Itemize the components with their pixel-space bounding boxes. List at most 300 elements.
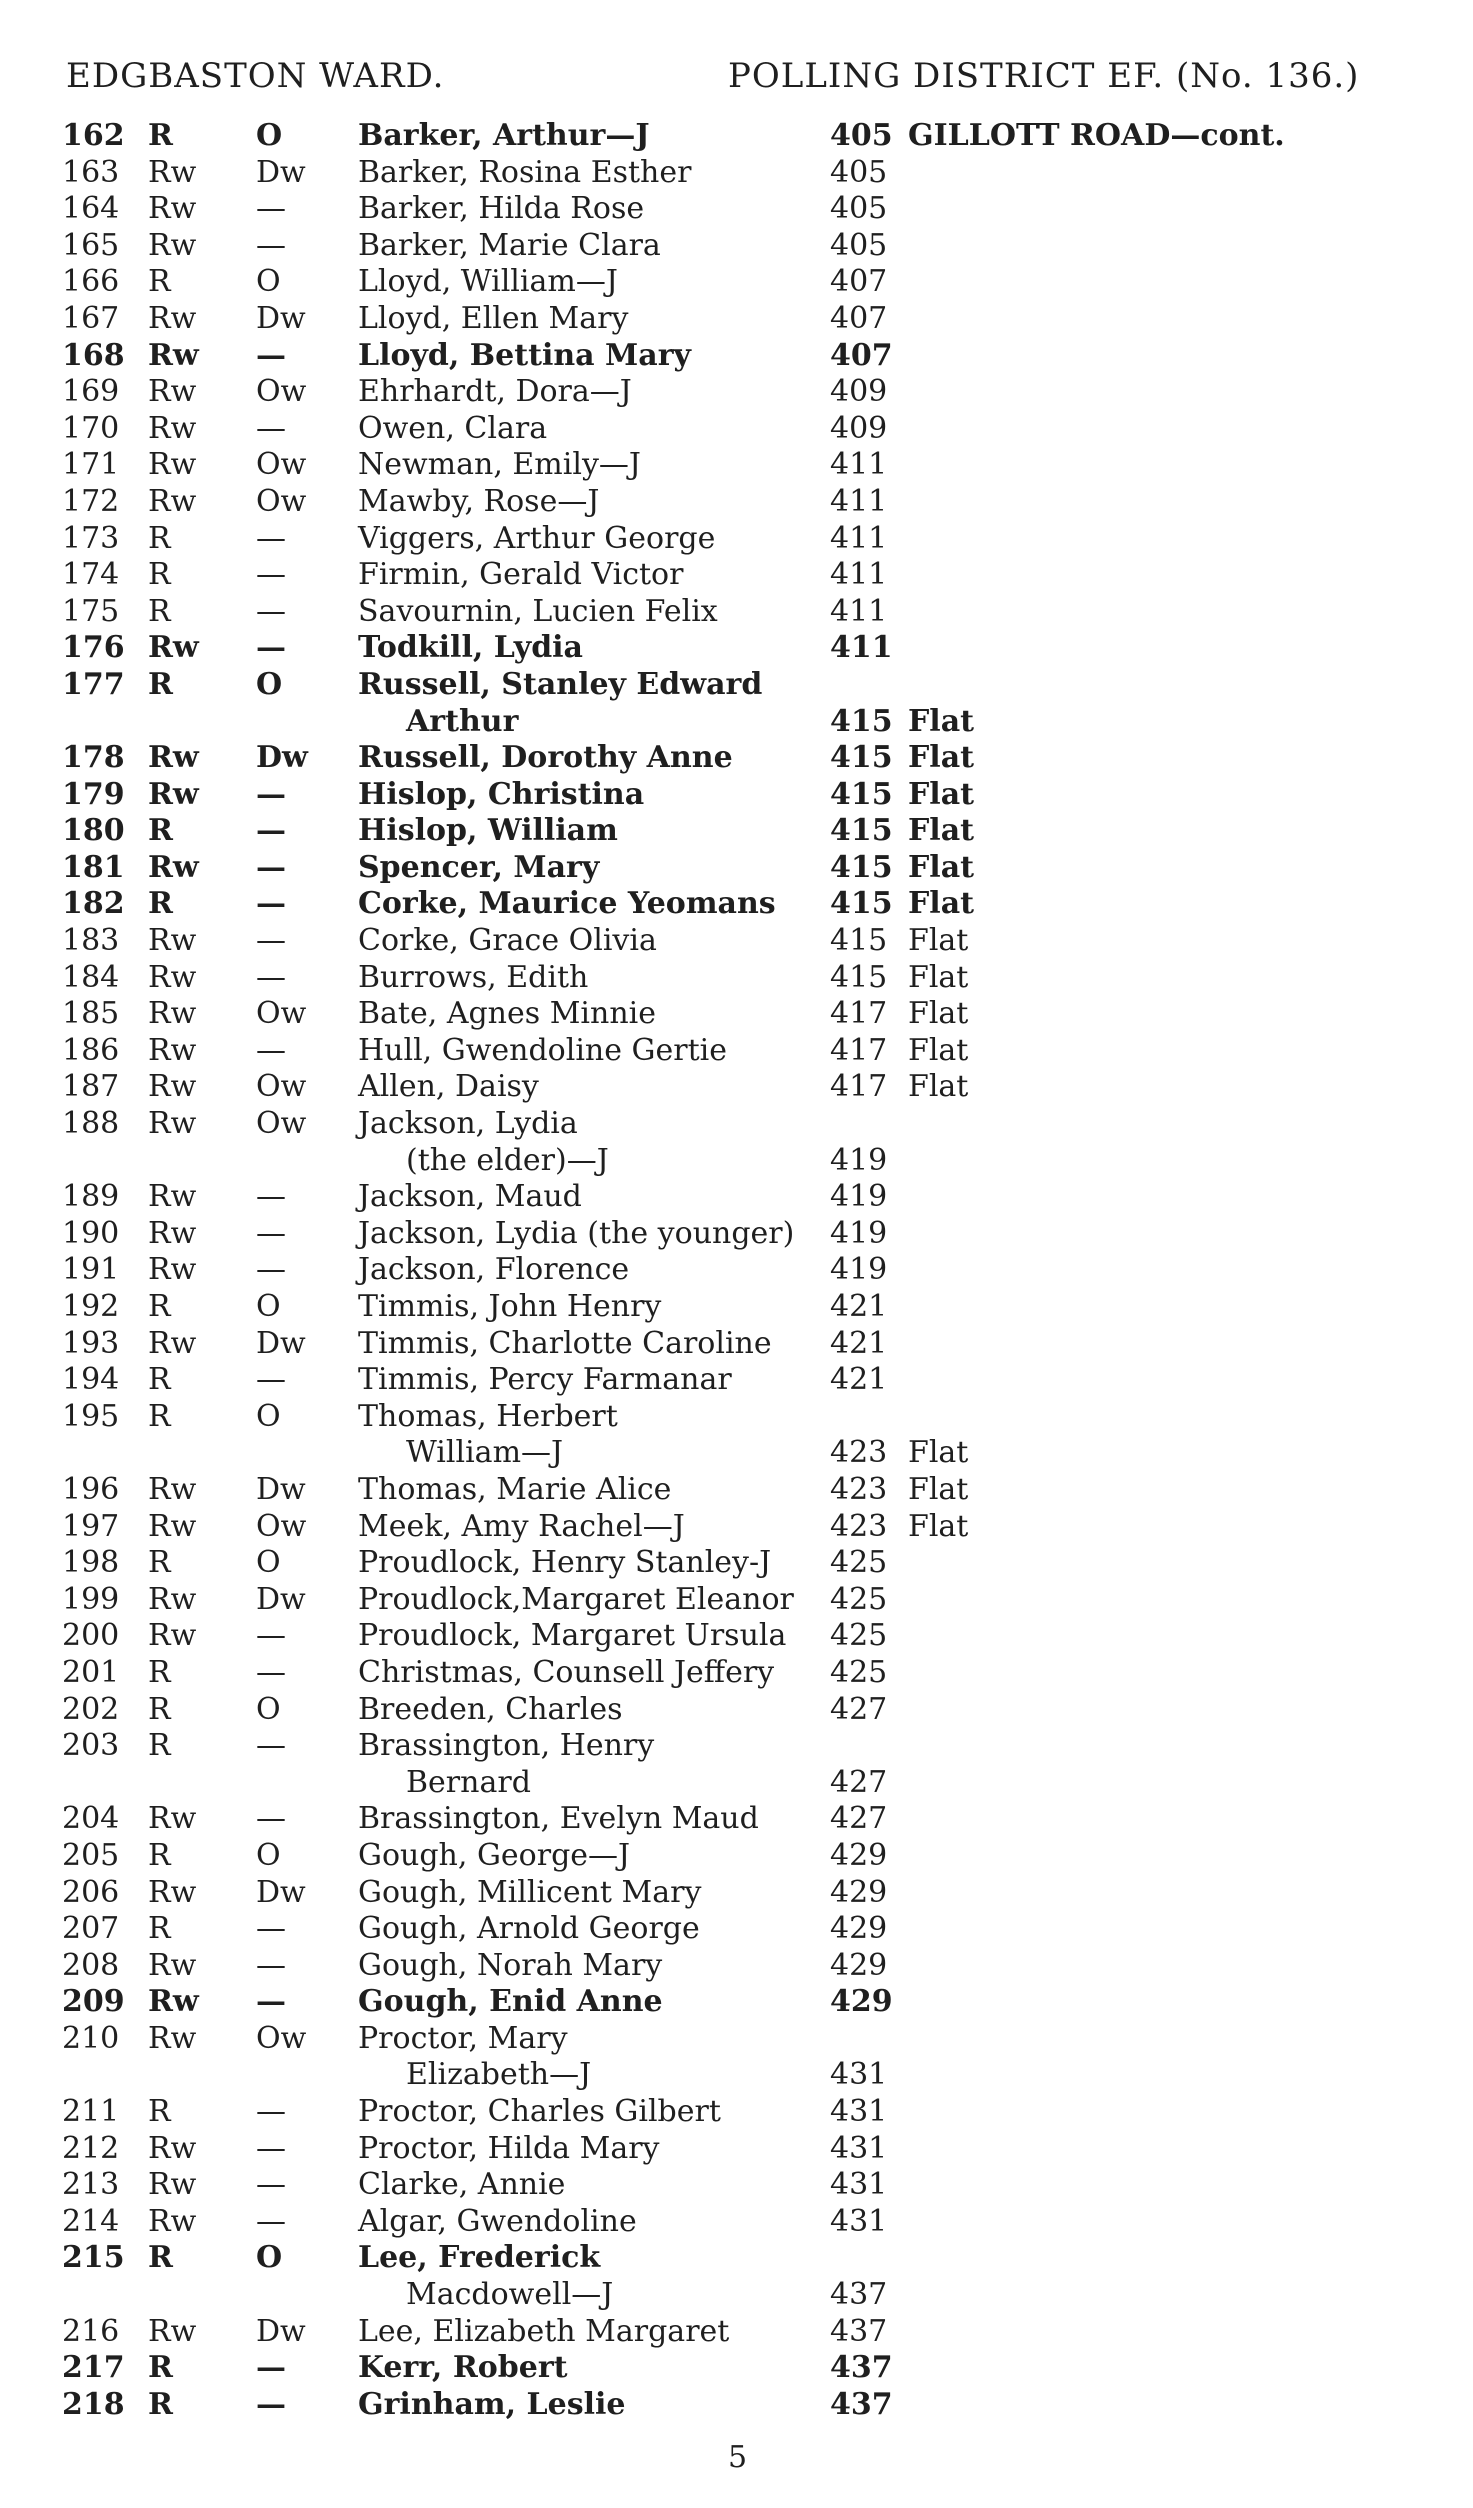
elector-number: 196: [62, 1471, 120, 1507]
qualification-code: Rw: [148, 1984, 199, 2020]
occupation-code: Dw: [256, 1471, 306, 1507]
address-note: Flat: [908, 849, 974, 885]
register-row: [0, 1509, 1473, 1546]
elector-name: (the elder)—J: [406, 1142, 609, 1178]
page-header: [0, 56, 1473, 108]
elector-number: 183: [62, 923, 120, 959]
qualification-code: Rw: [148, 1471, 197, 1507]
occupation-code: Dw: [256, 300, 306, 336]
elector-number: 212: [62, 2130, 120, 2166]
house-number: 415: [830, 923, 888, 959]
house-number: 437: [830, 2350, 893, 2386]
house-number: 421: [830, 1362, 888, 1398]
elector-number: 213: [62, 2167, 120, 2203]
address-note: Flat: [908, 886, 974, 922]
elector-name: Gough, Millicent Mary: [358, 1874, 702, 1910]
house-number: 437: [830, 2277, 888, 2313]
qualification-code: R: [148, 2094, 171, 2130]
elector-number: 188: [62, 1106, 120, 1142]
qualification-code: Rw: [148, 776, 199, 812]
register-row: [0, 1728, 1473, 1765]
qualification-code: Rw: [148, 959, 197, 995]
register-row-continuation: [0, 2057, 1473, 2094]
elector-number: 211: [62, 2094, 120, 2130]
register-row: [0, 1801, 1473, 1838]
qualification-code: Rw: [148, 2167, 197, 2203]
qualification-code: Rw: [148, 191, 197, 227]
elector-name: Hislop, Christina: [358, 776, 645, 812]
elector-number: 169: [62, 374, 120, 410]
elector-number: 180: [62, 813, 125, 849]
elector-number: 167: [62, 300, 120, 336]
elector-number: 166: [62, 264, 120, 300]
register-row: [0, 2094, 1473, 2131]
elector-number: 182: [62, 886, 125, 922]
occupation-code: —: [256, 1032, 286, 1068]
house-number: 427: [830, 1691, 888, 1727]
elector-number: 175: [62, 593, 120, 629]
elector-name: Lloyd, William—J: [358, 264, 618, 300]
elector-name: Todkill, Lydia: [358, 630, 583, 666]
qualification-code: Rw: [148, 1106, 197, 1142]
elector-name: Proctor, Hilda Mary: [358, 2130, 660, 2166]
address-note: Flat: [908, 1435, 969, 1471]
occupation-code: O: [256, 1691, 281, 1727]
address-note: Flat: [908, 740, 974, 776]
occupation-code: Dw: [256, 1325, 306, 1361]
elector-number: 203: [62, 1728, 120, 1764]
occupation-code: O: [256, 264, 281, 300]
qualification-code: Rw: [148, 374, 197, 410]
house-number: 429: [830, 1947, 888, 1983]
register-row: [0, 1326, 1473, 1363]
occupation-code: —: [256, 630, 286, 666]
elector-number: 202: [62, 1691, 120, 1727]
elector-name: Bate, Agnes Minnie: [358, 996, 656, 1032]
register-row: [0, 521, 1473, 558]
elector-number: 199: [62, 1581, 120, 1617]
elector-number: 201: [62, 1654, 120, 1690]
house-number: 417: [830, 996, 888, 1032]
house-number: 415: [830, 959, 888, 995]
occupation-code: —: [256, 1654, 286, 1690]
elector-name: Russell, Stanley Edward: [358, 666, 763, 702]
occupation-code: —: [256, 2350, 286, 2386]
elector-name: Proctor, Mary: [358, 2020, 568, 2056]
elector-number: 186: [62, 1032, 120, 1068]
qualification-code: R: [148, 520, 171, 556]
qualification-code: R: [148, 1728, 171, 1764]
occupation-code: Ow: [256, 1069, 307, 1105]
qualification-code: Rw: [148, 447, 197, 483]
occupation-code: —: [256, 1801, 286, 1837]
elector-name: Ehrhardt, Dora—J: [358, 374, 632, 410]
elector-name: Gough, Norah Mary: [358, 1947, 663, 1983]
house-number: 419: [830, 1252, 888, 1288]
elector-name: Proudlock,Margaret Eleanor: [358, 1581, 794, 1617]
register-row: [0, 1692, 1473, 1729]
house-number: 415: [830, 849, 893, 885]
elector-name: Owen, Clara: [358, 410, 548, 446]
register-row: [0, 813, 1473, 850]
register-row: [0, 630, 1473, 667]
occupation-code: —: [256, 410, 286, 446]
occupation-code: Ow: [256, 1508, 307, 1544]
address-note: Flat: [908, 813, 974, 849]
register-row: [0, 228, 1473, 265]
register-row: [0, 411, 1473, 448]
elector-name: Jackson, Maud: [358, 1179, 582, 1215]
qualification-code: Rw: [148, 410, 197, 446]
register-row: [0, 301, 1473, 338]
house-number: 429: [830, 1837, 888, 1873]
occupation-code: —: [256, 227, 286, 263]
address-note: Flat: [908, 703, 974, 739]
elector-name: Algar, Gwendoline: [358, 2203, 637, 2239]
elector-number: 165: [62, 227, 120, 263]
elector-name: Thomas, Marie Alice: [358, 1471, 672, 1507]
elector-name: Thomas, Herbert: [358, 1398, 618, 1434]
elector-number: 205: [62, 1837, 120, 1873]
qualification-code: R: [148, 2386, 173, 2422]
elector-name: Elizabeth—J: [406, 2057, 592, 2093]
qualification-code: Rw: [148, 1252, 197, 1288]
elector-number: 181: [62, 849, 125, 885]
address-note: Flat: [908, 776, 974, 812]
register-row: [0, 2204, 1473, 2241]
occupation-code: Dw: [256, 154, 306, 190]
register-row-continuation: [0, 1765, 1473, 1802]
elector-number: 198: [62, 1545, 120, 1581]
elector-number: 184: [62, 959, 120, 995]
qualification-code: R: [148, 1654, 171, 1690]
house-number: 417: [830, 1069, 888, 1105]
house-number: 431: [830, 2203, 888, 2239]
elector-name: Hislop, William: [358, 813, 618, 849]
house-number: 429: [830, 1984, 893, 2020]
elector-number: 200: [62, 1618, 120, 1654]
qualification-code: R: [148, 1362, 171, 1398]
elector-name: Proudlock, Margaret Ursula: [358, 1618, 787, 1654]
elector-number: 218: [62, 2386, 125, 2422]
occupation-code: —: [256, 959, 286, 995]
house-number: 419: [830, 1142, 888, 1178]
register-row: [0, 1875, 1473, 1912]
qualification-code: Rw: [148, 630, 199, 666]
house-number: 415: [830, 776, 893, 812]
occupation-code: Dw: [256, 740, 308, 776]
elector-name: Brassington, Henry: [358, 1728, 655, 1764]
elector-number: 207: [62, 1911, 120, 1947]
occupation-code: Dw: [256, 1581, 306, 1617]
elector-number: 164: [62, 191, 120, 227]
elector-name: Brassington, Evelyn Maud: [358, 1801, 759, 1837]
elector-name: Barker, Arthur—J: [358, 118, 650, 153]
qualification-code: Rw: [148, 2203, 197, 2239]
house-number: 425: [830, 1581, 888, 1617]
address-note: Flat: [908, 996, 969, 1032]
register-row: [0, 2167, 1473, 2204]
address-note: Flat: [908, 1069, 969, 1105]
house-number: 423: [830, 1435, 888, 1471]
occupation-code: —: [256, 849, 286, 885]
elector-name: Gough, Enid Anne: [358, 1984, 663, 2020]
qualification-code: Rw: [148, 227, 197, 263]
elector-number: 214: [62, 2203, 120, 2239]
qualification-code: Rw: [148, 300, 197, 336]
qualification-code: Rw: [148, 337, 199, 373]
register-row: [0, 1911, 1473, 1948]
house-number: 421: [830, 1325, 888, 1361]
elector-number: 174: [62, 557, 120, 593]
elector-number: 190: [62, 1215, 120, 1251]
register-row: [0, 338, 1473, 375]
elector-name: Savournin, Lucien Felix: [358, 593, 718, 629]
elector-number: 193: [62, 1325, 120, 1361]
house-number: 411: [830, 557, 888, 593]
elector-number: 217: [62, 2350, 125, 2386]
house-number: 411: [830, 483, 888, 519]
house-number: 431: [830, 2094, 888, 2130]
house-number: 417: [830, 1032, 888, 1068]
elector-name: Clarke, Annie: [358, 2167, 566, 2203]
elector-number: 172: [62, 483, 120, 519]
elector-number: 208: [62, 1947, 120, 1983]
elector-name: Meek, Amy Rachel—J: [358, 1508, 685, 1544]
register-row: [0, 1984, 1473, 2021]
register-row: [0, 1948, 1473, 1985]
elector-name: Gough, George—J: [358, 1837, 631, 1873]
occupation-code: —: [256, 776, 286, 812]
qualification-code: Rw: [148, 154, 197, 190]
elector-name: Timmis, John Henry: [358, 1289, 662, 1324]
address-note: Flat: [908, 959, 969, 995]
qualification-code: Rw: [148, 2020, 197, 2056]
house-number: 425: [830, 1545, 888, 1581]
occupation-code: Ow: [256, 996, 307, 1032]
occupation-code: —: [256, 886, 286, 922]
elector-name: Burrows, Edith: [358, 959, 589, 995]
elector-name: Breeden, Charles: [358, 1691, 623, 1727]
qualification-code: Rw: [148, 1874, 197, 1910]
house-number: 415: [830, 740, 893, 776]
qualification-code: Rw: [148, 740, 199, 776]
elector-number: 173: [62, 520, 120, 556]
register-row: [0, 850, 1473, 887]
house-number: 423: [830, 1471, 888, 1507]
elector-number: 209: [62, 1984, 125, 2020]
house-number: 419: [830, 1179, 888, 1215]
occupation-code: —: [256, 593, 286, 629]
elector-name: Barker, Hilda Rose: [358, 191, 645, 227]
house-number: 415: [830, 813, 893, 849]
register-row: [0, 1545, 1473, 1582]
register-row: [0, 118, 1473, 155]
qualification-code: Rw: [148, 1325, 197, 1361]
elector-name: Jackson, Lydia: [358, 1106, 578, 1142]
elector-number: 177: [62, 666, 125, 702]
house-number: 415: [830, 703, 893, 739]
occupation-code: O: [256, 1289, 281, 1324]
qualification-code: Rw: [148, 1801, 197, 1837]
qualification-code: R: [148, 2350, 173, 2386]
elector-number: 179: [62, 776, 125, 812]
qualification-code: R: [148, 1911, 171, 1947]
occupation-code: —: [256, 191, 286, 227]
register-row: [0, 1289, 1473, 1326]
elector-name: Firmin, Gerald Victor: [358, 557, 684, 593]
house-number: 429: [830, 1874, 888, 1910]
elector-number: 178: [62, 740, 125, 776]
elector-name: Lee, Frederick: [358, 2240, 601, 2276]
occupation-code: —: [256, 557, 286, 593]
register-row: [0, 2314, 1473, 2351]
elector-number: 204: [62, 1801, 120, 1837]
occupation-code: —: [256, 1618, 286, 1654]
occupation-code: O: [256, 1545, 281, 1581]
qualification-code: R: [148, 813, 173, 849]
elector-name: Gough, Arnold George: [358, 1911, 700, 1947]
occupation-code: Dw: [256, 2313, 306, 2349]
register-row: [0, 594, 1473, 631]
qualification-code: Rw: [148, 483, 197, 519]
register-row: [0, 923, 1473, 960]
house-number: 437: [830, 2313, 888, 2349]
occupation-code: —: [256, 520, 286, 556]
elector-number: 215: [62, 2240, 125, 2276]
occupation-code: Ow: [256, 2020, 307, 2056]
elector-name: Kerr, Robert: [358, 2350, 568, 2386]
register-row-continuation: [0, 1143, 1473, 1180]
qualification-code: Rw: [148, 1179, 197, 1215]
house-number: 425: [830, 1618, 888, 1654]
elector-name: Jackson, Florence: [358, 1252, 630, 1288]
qualification-code: R: [148, 1837, 171, 1873]
elector-name: Christmas, Counsell Jeffery: [358, 1654, 775, 1690]
qualification-code: Rw: [148, 1069, 197, 1105]
register-row-continuation: [0, 1435, 1473, 1472]
register-row: [0, 1838, 1473, 1875]
occupation-code: Ow: [256, 447, 307, 483]
register-row: [0, 1106, 1473, 1143]
register-row: [0, 1033, 1473, 1070]
elector-name: Bernard: [406, 1764, 531, 1800]
occupation-code: —: [256, 2203, 286, 2239]
qualification-code: R: [148, 557, 171, 593]
address-note: Flat: [908, 1032, 969, 1068]
register-row: [0, 740, 1473, 777]
register-row: [0, 886, 1473, 923]
elector-number: 197: [62, 1508, 120, 1544]
house-number: 431: [830, 2057, 888, 2093]
house-number: 431: [830, 2167, 888, 2203]
elector-number: 170: [62, 410, 120, 446]
register-row: [0, 1362, 1473, 1399]
occupation-code: Dw: [256, 1874, 306, 1910]
house-number: 415: [830, 886, 893, 922]
qualification-code: Rw: [148, 1215, 197, 1251]
house-number: 419: [830, 1215, 888, 1251]
register-row: [0, 2021, 1473, 2058]
register-row: [0, 996, 1473, 1033]
elector-name: Timmis, Percy Farmanar: [358, 1362, 732, 1398]
elector-number: 187: [62, 1069, 120, 1105]
elector-name: Corke, Grace Olivia: [358, 923, 657, 959]
register-row: [0, 1399, 1473, 1436]
occupation-code: —: [256, 1911, 286, 1947]
register-row: [0, 1252, 1473, 1289]
address-note: GILLOTT ROAD—cont.: [908, 118, 1285, 153]
occupation-code: Ow: [256, 483, 307, 519]
occupation-code: —: [256, 2130, 286, 2166]
elector-name: Barker, Marie Clara: [358, 227, 661, 263]
elector-name: Grinham, Leslie: [358, 2386, 626, 2422]
qualification-code: Rw: [148, 1618, 197, 1654]
qualification-code: R: [148, 593, 171, 629]
register-row: [0, 960, 1473, 997]
register-row: [0, 374, 1473, 411]
register-row: [0, 2131, 1473, 2168]
register-row: [0, 557, 1473, 594]
qualification-code: Rw: [148, 1032, 197, 1068]
register-row: [0, 1582, 1473, 1619]
elector-number: 192: [62, 1289, 120, 1324]
register-row: [0, 667, 1473, 704]
register-row: [0, 2240, 1473, 2277]
qualification-code: R: [148, 1398, 171, 1434]
elector-name: Allen, Daisy: [358, 1069, 539, 1105]
house-number: 427: [830, 1801, 888, 1837]
house-number: 411: [830, 447, 888, 483]
elector-name: Proudlock, Henry Stanley-J: [358, 1545, 772, 1581]
address-note: Flat: [908, 923, 969, 959]
house-number: 405: [830, 191, 888, 227]
elector-number: 162: [62, 118, 125, 153]
elector-name: Proctor, Charles Gilbert: [358, 2094, 721, 2130]
house-number: 407: [830, 337, 893, 373]
occupation-code: O: [256, 2240, 283, 2276]
occupation-code: O: [256, 118, 283, 153]
house-number: 407: [830, 264, 888, 300]
address-note: Flat: [908, 1471, 969, 1507]
house-number: 407: [830, 300, 888, 336]
elector-name: Arthur: [406, 703, 519, 739]
qualification-code: R: [148, 886, 173, 922]
house-number: 405: [830, 227, 888, 263]
register-row: [0, 484, 1473, 521]
register-row: [0, 191, 1473, 228]
house-number: 411: [830, 593, 888, 629]
elector-number: 171: [62, 447, 120, 483]
elector-name: Newman, Emily—J: [358, 447, 641, 483]
polling-district-title: POLLING DISTRICT EF. (No. 136.): [728, 56, 1360, 96]
occupation-code: —: [256, 1179, 286, 1215]
elector-number: 195: [62, 1398, 120, 1434]
house-number: 427: [830, 1764, 888, 1800]
elector-number: 176: [62, 630, 125, 666]
qualification-code: Rw: [148, 923, 197, 959]
occupation-code: —: [256, 1984, 286, 2020]
register-row: [0, 1069, 1473, 1106]
occupation-code: O: [256, 1398, 281, 1434]
elector-number: 185: [62, 996, 120, 1032]
house-number: 429: [830, 1911, 888, 1947]
qualification-code: Rw: [148, 2313, 197, 2349]
qualification-code: Rw: [148, 2130, 197, 2166]
register-row: [0, 155, 1473, 192]
page-number: 5: [728, 2440, 748, 2475]
qualification-code: Rw: [148, 996, 197, 1032]
